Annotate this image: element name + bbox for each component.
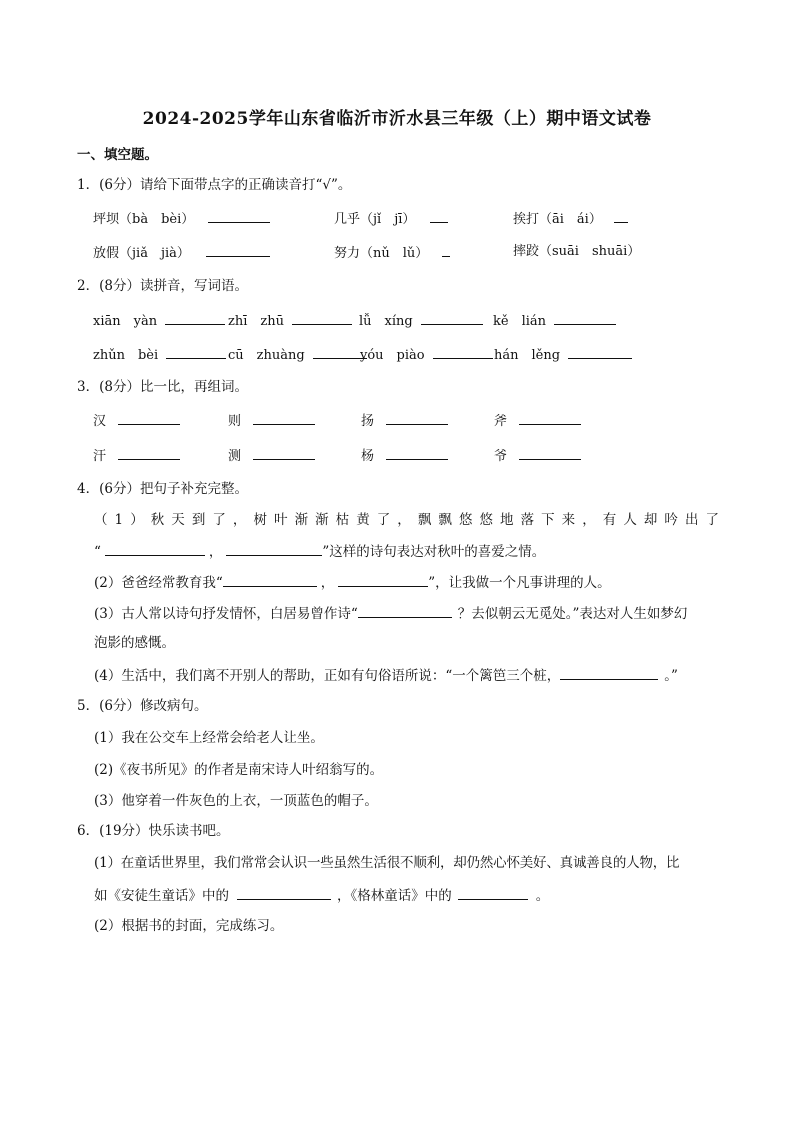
q4-char: ） [130, 512, 144, 528]
answer-blank[interactable] [519, 411, 581, 425]
q1-item: 放假（jiǎ jià） [93, 243, 270, 263]
answer-blank[interactable] [313, 345, 367, 359]
q4-char: 枯 [335, 512, 350, 528]
q4-char: 地 [500, 512, 514, 528]
q4-char: 悠 [479, 512, 493, 528]
q3-item: 测 [228, 446, 315, 466]
q2-item: lǚ xíng [359, 311, 483, 331]
answer-blank[interactable] [433, 345, 493, 359]
q4-sentence-1-line-1 [94, 511, 719, 529]
q4-char: （ [94, 512, 108, 528]
q3-item: 爷 [494, 446, 581, 466]
q3-item: 扬 [361, 411, 448, 431]
q2-item: yóu piào [360, 345, 493, 365]
q2-item: xiān yàn [93, 311, 225, 331]
answer-blank[interactable] [292, 311, 352, 325]
q4-char: 飘 [438, 512, 452, 528]
answer-blank[interactable] [165, 311, 225, 325]
q4-char: 吟 [664, 512, 678, 528]
answer-blank[interactable] [614, 209, 628, 223]
answer-blank[interactable] [166, 345, 226, 359]
q4-char: ， [582, 512, 596, 528]
answer-blank[interactable] [208, 209, 270, 223]
page-title: 2024-2025学年山东省临沂市沂水县三年级（上）期中语文试卷 [142, 109, 652, 129]
question-4-label: 4．(6分）把句子补充完整。 [77, 481, 248, 497]
q4-char: 渐 [294, 512, 309, 528]
q4-char: 了 [705, 512, 719, 528]
answer-blank[interactable] [118, 411, 180, 425]
q4-char: ， [397, 512, 411, 528]
q4-sentence-4: (4）生活中，我们离不开别人的帮助，正如有句俗语所说：“一个篱笆三个桩， 。” [94, 668, 678, 684]
q5-item: (1）我在公交车上经常会给老人让坐。 [94, 730, 324, 746]
answer-blank[interactable] [223, 573, 317, 587]
q4-char: 了 [376, 512, 391, 528]
q3-item: 汉 [93, 411, 180, 431]
answer-blank[interactable] [253, 411, 315, 425]
answer-blank[interactable] [421, 311, 483, 325]
answer-blank[interactable] [237, 886, 331, 900]
q4-char: 下 [541, 512, 555, 528]
q4-char: 黄 [356, 512, 370, 528]
answer-blank[interactable] [458, 886, 528, 900]
answer-blank[interactable] [118, 446, 180, 460]
q1-item: 挨打（āi ái） [513, 209, 628, 229]
answer-blank[interactable] [560, 666, 658, 680]
question-5-label: 5．(6分）修改病句。 [77, 698, 208, 714]
answer-blank[interactable] [105, 542, 205, 556]
q1-item: 摔跤（suāi shuāi） [513, 244, 641, 259]
q6-sentence-1-line-1: (1）在童话世界里，我们常常会认识一些虽然生活很不顺利，却仍然心怀美好、真诚善良的人物，比 [94, 855, 680, 871]
q1-item: 几乎（jǐ jī） [334, 209, 448, 229]
q4-char: 来 [561, 512, 576, 528]
q4-char: ， [232, 512, 247, 528]
q6-sentence-2: (2）根据书的封面，完成练习。 [94, 918, 284, 934]
question-3-label: 3．(8分）比一比，再组词。 [77, 379, 248, 395]
q4-char: 叶 [274, 512, 288, 528]
q4-char: 却 [643, 512, 658, 528]
q2-item: cū zhuàng [228, 345, 367, 365]
q2-item: zhǔn bèi [93, 345, 226, 365]
question-1-label: 1．(6分）请给下面带点字的正确读音打“√”。 [77, 177, 352, 193]
q1-item: 坪坝（bà bèi） [93, 209, 270, 229]
q4-char: 有 [602, 512, 617, 528]
q4-char: 1 [114, 512, 124, 528]
answer-blank[interactable] [253, 446, 315, 460]
q2-item: kě lián [493, 311, 616, 331]
q1-item: 努力（nǔ lǔ） [334, 243, 450, 263]
answer-blank[interactable] [338, 573, 428, 587]
question-6-label: 6．(19分）快乐读书吧。 [77, 823, 230, 839]
q3-item: 则 [228, 411, 315, 431]
q4-sentence-2: (2）爸爸经常教育我“ ， ”，让我做一个凡事讲理的人。 [94, 575, 611, 591]
q4-char: 天 [171, 512, 185, 528]
answer-blank[interactable] [554, 311, 616, 325]
q4-char: 渐 [315, 512, 329, 528]
q2-item: zhī zhū [228, 311, 352, 331]
answer-blank[interactable] [442, 243, 450, 257]
answer-blank[interactable] [358, 604, 452, 618]
q4-sentence-3: (3）古人常以诗句抒发情怀，白居易曾作诗“ ？去似朝云无觅处。”表达对人生如梦幻 [94, 606, 688, 622]
q4-char: 飘 [417, 512, 432, 528]
answer-blank[interactable] [386, 446, 448, 460]
answer-blank[interactable] [568, 345, 632, 359]
q4-char: 秋 [150, 512, 165, 528]
q5-item: (2)《夜书所见》的作者是南宋诗人叶绍翁写的。 [94, 762, 384, 778]
answer-blank[interactable] [519, 446, 581, 460]
q4-char: 树 [253, 512, 267, 528]
q2-item: hán lěng [494, 345, 632, 365]
answer-blank[interactable] [386, 411, 448, 425]
q3-item: 杨 [361, 446, 448, 466]
q4-sentence-1-line-2: “ ， ”这样的诗句表达对秋叶的喜爱之情。 [94, 544, 546, 560]
q4-char: 落 [520, 512, 535, 528]
q5-item: (3）他穿着一件灰色的上衣，一顶蓝色的帽子。 [94, 793, 378, 809]
question-2-label: 2．(8分）读拼音，写词语。 [77, 278, 248, 294]
q4-sentence-3-cont: 泡影的感慨。 [94, 635, 175, 651]
q4-char: 出 [684, 512, 699, 528]
q4-char: 到 [191, 512, 206, 528]
q3-item: 斧 [494, 411, 581, 431]
q4-char: 了 [212, 512, 226, 528]
answer-blank[interactable] [206, 243, 270, 257]
answer-blank[interactable] [430, 209, 448, 223]
q4-char: 悠 [458, 512, 473, 528]
answer-blank[interactable] [226, 542, 322, 556]
q3-item: 汗 [93, 446, 180, 466]
q6-sentence-1-line-2: 如《安徒生童话》中的 ，《格林童话》中的 。 [94, 888, 550, 904]
section-heading: 一、填空题。 [77, 147, 158, 163]
q4-char: 人 [623, 512, 637, 528]
